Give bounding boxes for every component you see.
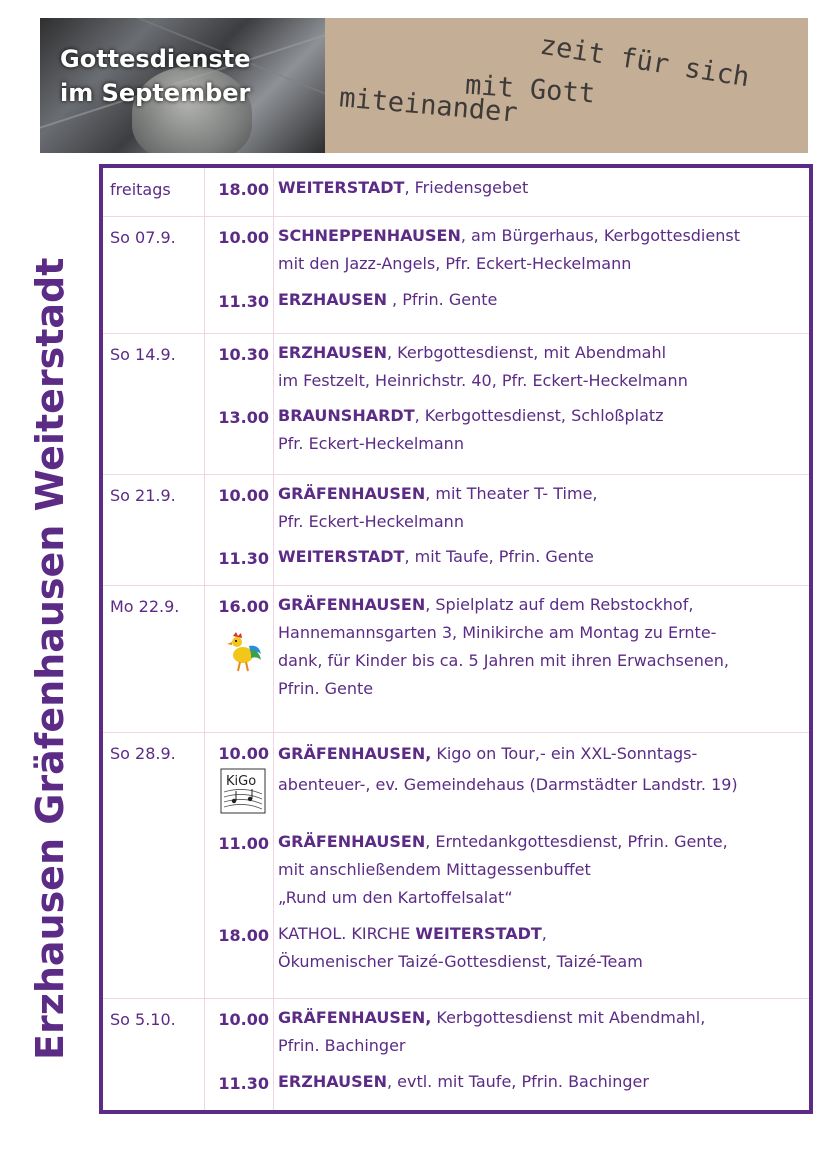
row-divider — [103, 333, 809, 334]
kigo-label: KiGo — [226, 774, 257, 789]
tagline-2: mit Gott — [464, 69, 596, 110]
service-description: GRÄFENHAUSEN, mit Theater T- Time, Pfr. Eckert-Heckelmann — [278, 484, 598, 531]
service-time: 10.00 — [218, 486, 269, 505]
service-time: 10.00 — [218, 744, 269, 763]
service-time: 11.30 — [218, 1074, 269, 1093]
service-time: 11.30 — [218, 292, 269, 311]
rooster-icon — [225, 630, 263, 674]
service-time: 11.00 — [218, 834, 269, 853]
table-row-day: So 28.9. — [110, 744, 176, 763]
column-divider — [204, 168, 205, 1110]
table-row-day: Mo 22.9. — [110, 597, 180, 616]
service-time: 18.00 — [218, 180, 269, 199]
service-description: ERZHAUSEN, evtl. mit Taufe, Pfrin. Bachinger — [278, 1072, 649, 1091]
service-description: WEITERSTADT, Friedensgebet — [278, 178, 529, 197]
table-row-day: So 07.9. — [110, 228, 176, 247]
schedule-table — [99, 164, 813, 1114]
row-divider — [103, 585, 809, 586]
column-divider — [273, 168, 274, 1110]
title-line-2: im September — [60, 79, 251, 107]
service-description: GRÄFENHAUSEN, Erntedankgottesdienst, Pfrin. Gente, mit anschließendem Mittagessenbuffet „Rund um den Kartoffelsalat“ — [278, 832, 728, 907]
side-title: Erzhausen Gräfenhausen Weiterstadt — [28, 257, 72, 1060]
table-row-day: freitags — [110, 180, 171, 199]
table-row-day: So 5.10. — [110, 1010, 176, 1029]
tagline-1: zeit für sich — [537, 29, 752, 94]
row-divider — [103, 732, 809, 733]
service-time: 10.00 — [218, 1010, 269, 1029]
service-description: GRÄFENHAUSEN, Kigo on Tour,- ein XXL-Sonntags- abenteuer-, ev. Gemeindehaus (Darmstädter Landstr. 19) — [278, 744, 738, 794]
table-row-day: So 14.9. — [110, 345, 176, 364]
service-description: GRÄFENHAUSEN, Kerbgottesdienst mit Abendmahl, Pfrin. Bachinger — [278, 1008, 706, 1055]
service-description: SCHNEPPENHAUSEN, am Bürgerhaus, Kerbgottesdienst mit den Jazz-Angels, Pfr. Eckert-Heckelmann — [278, 226, 740, 273]
kigo-music-icon — [220, 768, 266, 814]
service-time: 11.30 — [218, 549, 269, 568]
service-description: KATHOL. KIRCHE WEITERSTADT, Ökumenischer Taizé-Gottesdienst, Taizé-Team — [278, 924, 643, 971]
service-time: 16.00 — [218, 597, 269, 616]
row-divider — [103, 216, 809, 217]
service-time: 10.00 — [218, 228, 269, 247]
tagline-3: miteinander — [337, 82, 519, 129]
service-time: 10.30 — [218, 345, 269, 364]
row-divider — [103, 998, 809, 999]
service-description: BRAUNSHARDT, Kerbgottesdienst, Schloßplatz Pfr. Eckert-Heckelmann — [278, 406, 664, 453]
service-time: 13.00 — [218, 408, 269, 427]
service-description: WEITERSTADT, mit Taufe, Pfrin. Gente — [278, 547, 594, 566]
service-description: ERZHAUSEN, Kerbgottesdienst, mit Abendmahl im Festzelt, Heinrichstr. 40, Pfr. Eckert-Heckelmann — [278, 343, 688, 390]
title-line-1: Gottesdienste — [60, 45, 251, 73]
service-description: GRÄFENHAUSEN, Spielplatz auf dem Rebstockhof, Hannemannsgarten 3, Minikirche am Montag zu Ernte- dank, für Kinder bis ca. 5 Jahren mit ihren Erwachsenen, Pfrin. Gente — [278, 595, 729, 698]
header-banner — [40, 18, 808, 153]
service-description: ERZHAUSEN , Pfrin. Gente — [278, 290, 498, 309]
table-row-day: So 21.9. — [110, 486, 176, 505]
tagline-panel — [325, 18, 808, 153]
header-photo — [40, 18, 325, 153]
row-divider — [103, 474, 809, 475]
page-title — [60, 42, 320, 110]
service-time: 18.00 — [218, 926, 269, 945]
